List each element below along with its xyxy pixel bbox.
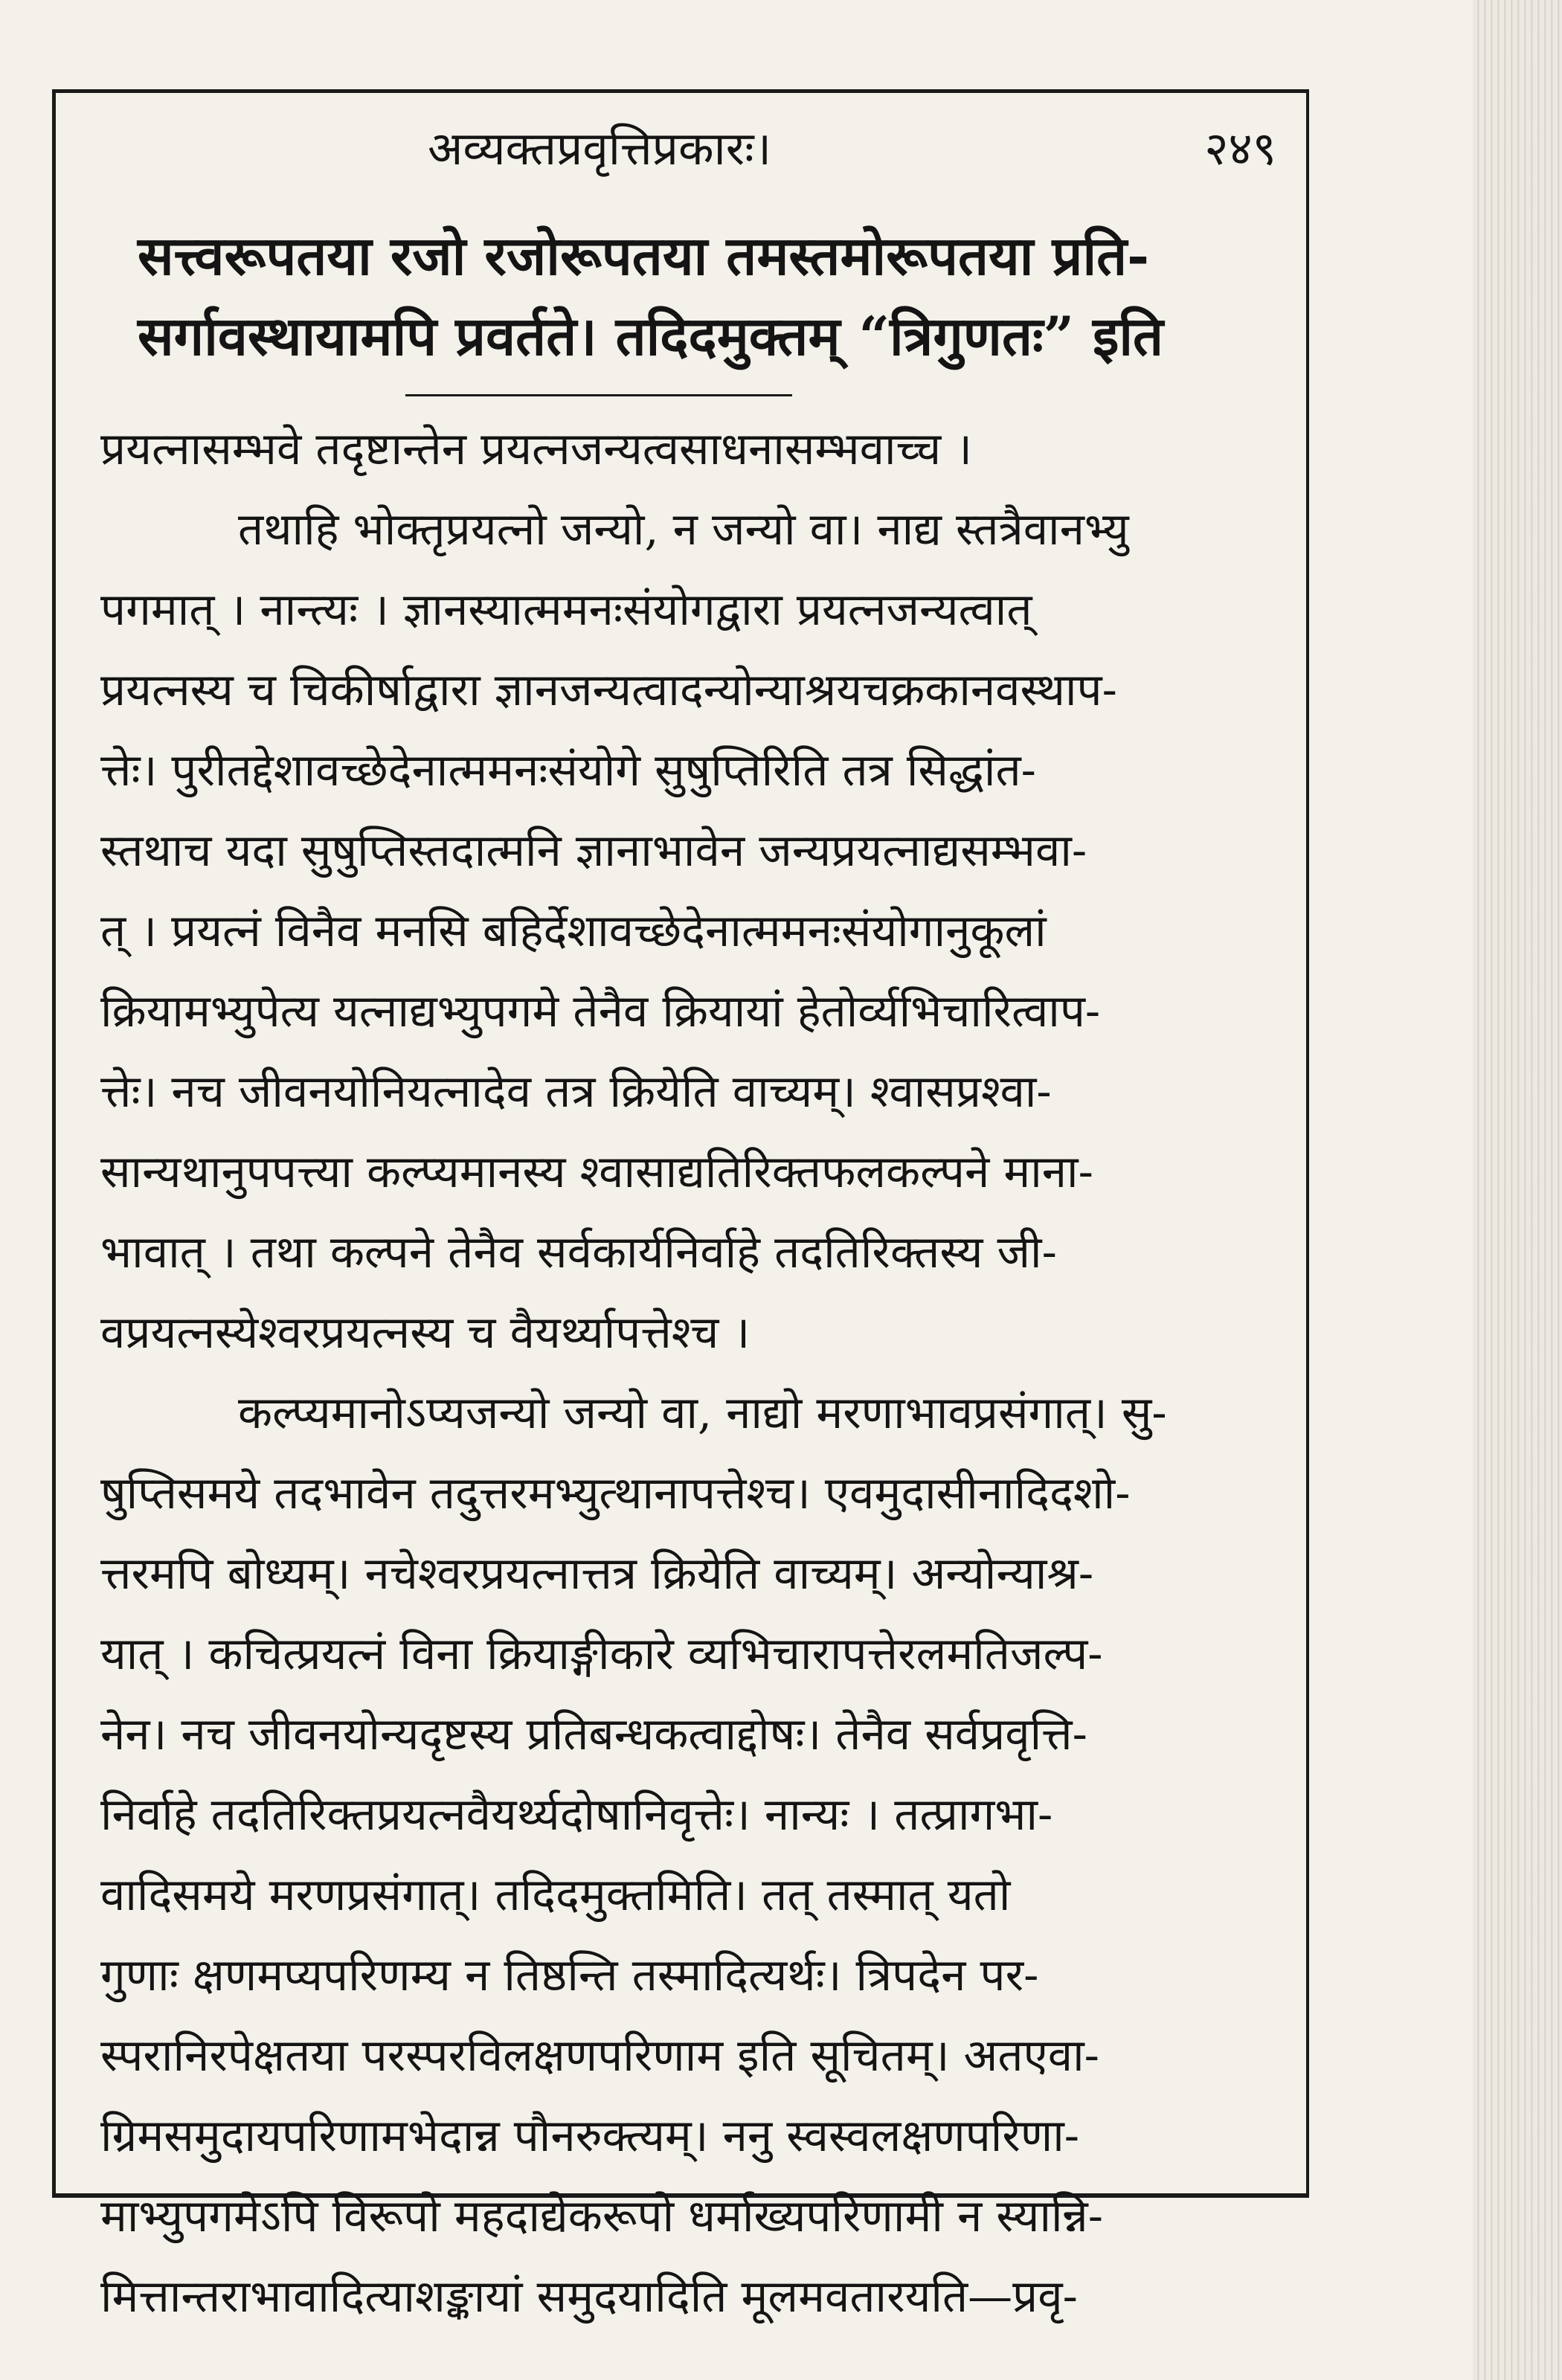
commentary-line: ग्रिमसमुदायपरिणामभेदान्न पौनरुक्त्यम्। ननु स्वस्वलक्षणपरिणा-	[100, 2110, 1080, 2162]
commentary-line: माभ्युपगमेऽपि विरूपो महदाद्येकरूपो धर्माख्यपरिणामी न स्यान्नि-	[100, 2190, 1104, 2242]
commentary-line: तथाहि भोक्तृप्रयत्नो जन्यो, न जन्यो वा। नाद्य स्तत्रैवानभ्यु	[238, 504, 1129, 556]
commentary-line: वादिसमये मरणप्रसंगात्। तदिदमुक्तमिति। तत् तस्मात् यतो	[100, 1869, 1011, 1921]
commentary-line: क्रियामभ्युपेत्य यत्नाद्यभ्युपगमे तेनैव क्रियायां हेतोर्व्यभिचारित्वाप-	[100, 985, 1101, 1038]
commentary-line: षुप्तिसमये तदभावेन तदुत्तरमभ्युत्थानापत्तेश्च। एवमुदासीनादिदशो-	[100, 1467, 1131, 1519]
page-number: २४९	[1204, 121, 1276, 176]
commentary-line: सान्यथानुपपत्त्या कल्प्यमानस्य श्वासाद्यतिरिक्तफलकल्पने माना-	[100, 1146, 1093, 1198]
page-frame	[52, 89, 1309, 2323]
running-head	[56, 115, 1306, 182]
running-title: अव्यक्तप्रवृत्तिप्रकारः।	[428, 121, 772, 176]
commentary-line: गुणाः क्षणमप्यपरिणम्य न तिष्ठन्ति तस्मादित्यर्थः। त्रिपदेन पर-	[100, 1949, 1039, 2001]
commentary-line: त्तेः। नच जीवनयोनियत्नादेव तत्र क्रियेति वाच्यम्। श्वासप्रश्वा-	[100, 1066, 1052, 1118]
commentary-line: पगमात् । नान्त्यः । ज्ञानस्यात्ममनःसंयोगद्वारा प्रयत्नजन्यत्वात्	[100, 584, 1032, 636]
commentary-line: वप्रयत्नस्येश्वरप्रयत्नस्य च वैयर्थ्यापत्तेश्च ।	[100, 1307, 751, 1359]
commentary-line: स्तथाच यदा सुषुप्तिस्तदात्मनि ज्ञानाभावेन जन्यप्रयत्नाद्यसम्भवा-	[100, 825, 1087, 877]
section-separator	[405, 394, 792, 396]
commentary-line: मित्तान्तराभावादित्याशङ्कायां समुदयादिति मूलमवतारयति—प्रवृ-	[100, 2271, 1078, 2323]
commentary-line: त्तेः। पुरीतद्देशावच्छेदेनात्ममनःसंयोगे सुषुप्तिरिति तत्र सिद्धांत-	[100, 744, 1036, 797]
commentary-line: नेन। नच जीवनयोन्यदृष्टस्य प्रतिबन्धकत्वाद्दोषः। तेनैव सर्वप्रवृत्ति-	[100, 1708, 1087, 1760]
commentary-line: निर्वाहे तदतिरिक्तप्रयत्नवैयर्थ्यदोषानिवृत्तेः। नान्यः । तत्प्रागभा-	[100, 1789, 1053, 1841]
commentary-line: त् । प्रयत्नं विनैव मनसि बहिर्देशावच्छेदेनात्ममनःसंयोगानुकूलां	[100, 905, 1047, 957]
commentary-text	[100, 409, 1276, 2337]
mula-line: सत्त्वरूपतया रजो रजोरूपतया तमस्तमोरूपतया प्रति-	[138, 224, 1150, 287]
commentary-line: यात् । कचित्प्रयत्नं विना क्रियाङ्गीकारे व्यभिचारापत्तेरलमतिजल्प-	[100, 1628, 1103, 1680]
book-binding-gutter	[1473, 0, 1562, 2380]
mula-text	[138, 216, 1276, 376]
commentary-line: कल्प्यमानोऽप्यजन्यो जन्यो वा, नाद्यो मरणाभावप्रसंगात्। सु-	[238, 1387, 1167, 1439]
commentary-line: त्तरमपि बोध्यम्। नचेश्वरप्रयत्नात्तत्र क्रियेति वाच्यम्। अन्योन्याश्र-	[100, 1548, 1094, 1600]
commentary-line: प्रयत्नस्य च चिकीर्षाद्वारा ज्ञानजन्यत्वादन्योन्याश्रयचक्रकानवस्थाप-	[100, 664, 1117, 716]
commentary-line: भावात् । तथा कल्पने तेनैव सर्वकार्यनिर्वाहे तदतिरिक्तस्य जी-	[100, 1226, 1057, 1279]
commentary-line: प्रयत्नासम्भवे तदृष्टान्तेन प्रयत्नजन्यत्वसाधनासम्भवाच्च ।	[100, 423, 973, 475]
commentary-line: स्परानिरपेक्षतया परस्परविलक्षणपरिणाम इति सूचितम्। अतएवा-	[100, 2030, 1099, 2082]
mula-line: सर्गावस्थायामपि प्रवर्तते। तदिदमुक्तम् “त्रिगुणतः” इति	[138, 304, 1164, 367]
